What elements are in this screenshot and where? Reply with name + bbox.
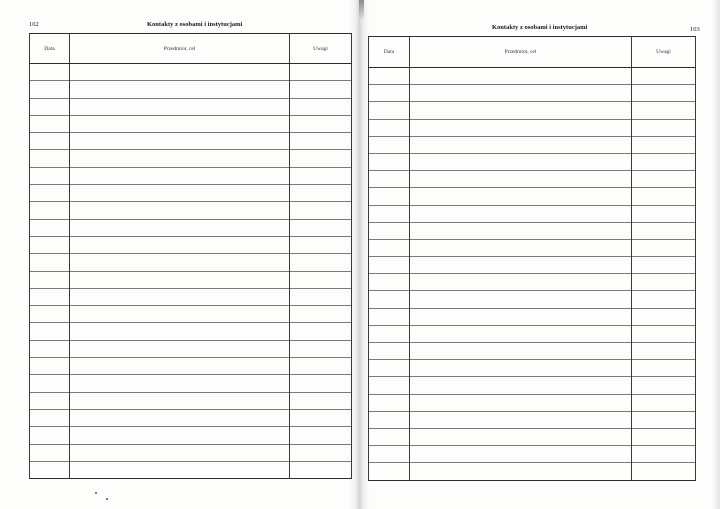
column-header-notes: Uwagi bbox=[290, 34, 352, 64]
subject-cell bbox=[410, 394, 632, 411]
table-row bbox=[30, 64, 352, 81]
table-row bbox=[369, 291, 696, 308]
notes-cell bbox=[632, 325, 696, 342]
column-header-notes: Uwagi bbox=[632, 37, 696, 68]
subject-cell bbox=[410, 171, 632, 188]
notes-cell bbox=[632, 463, 696, 480]
table-row bbox=[369, 343, 696, 360]
date-cell bbox=[369, 446, 410, 463]
table-row bbox=[369, 257, 696, 274]
table-row bbox=[369, 188, 696, 205]
notes-cell bbox=[632, 377, 696, 394]
date-cell bbox=[369, 171, 410, 188]
notes-cell bbox=[290, 392, 352, 409]
subject-cell bbox=[410, 239, 632, 256]
date-cell bbox=[30, 81, 70, 98]
notes-cell bbox=[290, 133, 352, 150]
subject-cell bbox=[70, 202, 290, 219]
table-row bbox=[30, 150, 352, 167]
table-row bbox=[369, 171, 696, 188]
page-right bbox=[364, 0, 720, 509]
notes-cell bbox=[632, 343, 696, 360]
subject-cell bbox=[70, 306, 290, 323]
table-row bbox=[30, 409, 352, 426]
date-cell bbox=[30, 271, 70, 288]
notes-cell bbox=[290, 461, 352, 478]
table-row bbox=[369, 136, 696, 153]
page-edge-shadow bbox=[712, 0, 720, 509]
subject-cell bbox=[70, 288, 290, 305]
table-row bbox=[30, 427, 352, 444]
subject-cell bbox=[70, 133, 290, 150]
subject-cell bbox=[410, 411, 632, 428]
subject-cell bbox=[410, 291, 632, 308]
notes-cell bbox=[290, 427, 352, 444]
table-row bbox=[30, 115, 352, 132]
date-cell bbox=[30, 236, 70, 253]
table-row bbox=[30, 271, 352, 288]
table-body bbox=[30, 64, 352, 479]
notes-cell bbox=[290, 409, 352, 426]
table-row bbox=[30, 444, 352, 461]
table-row bbox=[369, 308, 696, 325]
notes-cell bbox=[290, 288, 352, 305]
table-row bbox=[369, 222, 696, 239]
date-cell bbox=[30, 306, 70, 323]
notes-cell bbox=[290, 340, 352, 357]
subject-cell bbox=[410, 325, 632, 342]
notes-cell bbox=[632, 291, 696, 308]
subject-cell bbox=[410, 205, 632, 222]
table-row bbox=[369, 360, 696, 377]
table-row bbox=[369, 411, 696, 428]
date-cell bbox=[30, 323, 70, 340]
date-cell bbox=[30, 185, 70, 202]
page-title: Kontakty z osobami i instytucjami bbox=[147, 21, 243, 28]
table-header-row bbox=[369, 37, 696, 68]
table-row bbox=[369, 274, 696, 291]
table-row bbox=[30, 133, 352, 150]
page-number: 102 bbox=[29, 21, 39, 28]
date-cell bbox=[369, 428, 410, 445]
subject-cell bbox=[410, 274, 632, 291]
date-cell bbox=[30, 133, 70, 150]
notes-cell bbox=[290, 167, 352, 184]
notes-cell bbox=[290, 236, 352, 253]
table-row bbox=[369, 463, 696, 480]
contacts-log-table bbox=[368, 36, 696, 481]
date-cell bbox=[30, 340, 70, 357]
subject-cell bbox=[410, 222, 632, 239]
subject-cell bbox=[410, 153, 632, 170]
date-cell bbox=[369, 68, 410, 85]
date-cell bbox=[369, 257, 410, 274]
subject-cell bbox=[70, 323, 290, 340]
column-header-subject: Przedmiot, cel bbox=[410, 37, 632, 68]
subject-cell bbox=[70, 409, 290, 426]
table-body bbox=[369, 68, 696, 481]
date-cell bbox=[369, 119, 410, 136]
table-row bbox=[30, 202, 352, 219]
notes-cell bbox=[632, 239, 696, 256]
paper-speck bbox=[95, 492, 97, 494]
binding-mark bbox=[359, 0, 364, 20]
table-row bbox=[30, 392, 352, 409]
notes-cell bbox=[290, 115, 352, 132]
notes-cell bbox=[632, 394, 696, 411]
date-cell bbox=[30, 202, 70, 219]
notes-cell bbox=[632, 171, 696, 188]
date-cell bbox=[30, 409, 70, 426]
notes-cell bbox=[632, 308, 696, 325]
subject-cell bbox=[70, 185, 290, 202]
date-cell bbox=[30, 254, 70, 271]
notes-cell bbox=[290, 81, 352, 98]
subject-cell bbox=[410, 463, 632, 480]
notes-cell bbox=[632, 68, 696, 85]
date-cell bbox=[30, 375, 70, 392]
date-cell bbox=[369, 205, 410, 222]
column-header-date: Data bbox=[369, 37, 410, 68]
table-row bbox=[369, 85, 696, 102]
notes-cell bbox=[632, 205, 696, 222]
column-header-date: Data bbox=[30, 34, 70, 64]
subject-cell bbox=[70, 236, 290, 253]
table-row bbox=[30, 254, 352, 271]
table-row bbox=[30, 98, 352, 115]
subject-cell bbox=[410, 257, 632, 274]
subject-cell bbox=[410, 360, 632, 377]
date-cell bbox=[369, 239, 410, 256]
table-row bbox=[369, 428, 696, 445]
table-row bbox=[369, 377, 696, 394]
subject-cell bbox=[410, 85, 632, 102]
notes-cell bbox=[632, 428, 696, 445]
subject-cell bbox=[70, 358, 290, 375]
notes-cell bbox=[290, 64, 352, 81]
notes-cell bbox=[290, 98, 352, 115]
date-cell bbox=[369, 85, 410, 102]
notes-cell bbox=[632, 119, 696, 136]
table-row bbox=[30, 323, 352, 340]
notes-cell bbox=[632, 153, 696, 170]
subject-cell bbox=[70, 444, 290, 461]
date-cell bbox=[30, 288, 70, 305]
table-row bbox=[369, 205, 696, 222]
subject-cell bbox=[70, 167, 290, 184]
table-row bbox=[30, 185, 352, 202]
date-cell bbox=[369, 153, 410, 170]
subject-cell bbox=[410, 343, 632, 360]
table-row bbox=[30, 340, 352, 357]
notes-cell bbox=[632, 274, 696, 291]
notes-cell bbox=[290, 375, 352, 392]
notes-cell bbox=[290, 150, 352, 167]
table-row bbox=[369, 325, 696, 342]
date-cell bbox=[369, 325, 410, 342]
date-cell bbox=[30, 461, 70, 478]
notes-cell bbox=[290, 185, 352, 202]
table-row bbox=[30, 81, 352, 98]
date-cell bbox=[369, 136, 410, 153]
subject-cell bbox=[70, 98, 290, 115]
subject-cell bbox=[70, 392, 290, 409]
date-cell bbox=[369, 394, 410, 411]
date-cell bbox=[369, 222, 410, 239]
subject-cell bbox=[410, 446, 632, 463]
date-cell bbox=[369, 377, 410, 394]
date-cell bbox=[369, 291, 410, 308]
date-cell bbox=[30, 98, 70, 115]
table-row bbox=[30, 306, 352, 323]
date-cell bbox=[369, 102, 410, 119]
notes-cell bbox=[632, 257, 696, 274]
date-cell bbox=[369, 274, 410, 291]
column-header-subject: Przedmiot, cel bbox=[70, 34, 290, 64]
notes-cell bbox=[290, 444, 352, 461]
table-row bbox=[30, 375, 352, 392]
date-cell bbox=[30, 115, 70, 132]
table-row bbox=[369, 394, 696, 411]
date-cell bbox=[30, 358, 70, 375]
subject-cell bbox=[70, 340, 290, 357]
table-row bbox=[369, 446, 696, 463]
date-cell bbox=[369, 360, 410, 377]
date-cell bbox=[369, 411, 410, 428]
binding-gutter bbox=[348, 0, 370, 509]
notes-cell bbox=[290, 271, 352, 288]
notes-cell bbox=[632, 136, 696, 153]
date-cell bbox=[30, 392, 70, 409]
subject-cell bbox=[70, 81, 290, 98]
notes-cell bbox=[290, 358, 352, 375]
table-row bbox=[369, 153, 696, 170]
subject-cell bbox=[410, 68, 632, 85]
subject-cell bbox=[410, 308, 632, 325]
notes-cell bbox=[632, 360, 696, 377]
subject-cell bbox=[70, 150, 290, 167]
subject-cell bbox=[410, 102, 632, 119]
notes-cell bbox=[632, 411, 696, 428]
subject-cell bbox=[410, 188, 632, 205]
notes-cell bbox=[632, 102, 696, 119]
date-cell bbox=[369, 343, 410, 360]
date-cell bbox=[30, 150, 70, 167]
notes-cell bbox=[632, 188, 696, 205]
notes-cell bbox=[632, 85, 696, 102]
date-cell bbox=[369, 308, 410, 325]
table-row bbox=[369, 68, 696, 85]
subject-cell bbox=[70, 64, 290, 81]
notes-cell bbox=[632, 446, 696, 463]
notes-cell bbox=[290, 306, 352, 323]
subject-cell bbox=[410, 377, 632, 394]
table-row bbox=[30, 236, 352, 253]
subject-cell bbox=[410, 428, 632, 445]
subject-cell bbox=[70, 254, 290, 271]
table-row bbox=[369, 102, 696, 119]
date-cell bbox=[369, 463, 410, 480]
table-row bbox=[30, 358, 352, 375]
date-cell bbox=[30, 427, 70, 444]
date-cell bbox=[30, 219, 70, 236]
notes-cell bbox=[290, 219, 352, 236]
notes-cell bbox=[290, 323, 352, 340]
date-cell bbox=[369, 188, 410, 205]
subject-cell bbox=[70, 271, 290, 288]
table-header-row bbox=[30, 34, 352, 64]
subject-cell bbox=[410, 119, 632, 136]
table-row bbox=[30, 167, 352, 184]
table-row bbox=[30, 288, 352, 305]
subject-cell bbox=[70, 427, 290, 444]
paper-speck bbox=[106, 498, 108, 500]
subject-cell bbox=[70, 219, 290, 236]
subject-cell bbox=[70, 461, 290, 478]
notes-cell bbox=[290, 254, 352, 271]
notes-cell bbox=[632, 222, 696, 239]
date-cell bbox=[30, 167, 70, 184]
date-cell bbox=[30, 64, 70, 81]
subject-cell bbox=[410, 136, 632, 153]
table-row bbox=[369, 239, 696, 256]
notes-cell bbox=[290, 202, 352, 219]
table-row bbox=[30, 219, 352, 236]
table-row bbox=[30, 461, 352, 478]
page-number: 103 bbox=[690, 26, 700, 33]
page-title: Kontakty z osobami i instytucjami bbox=[492, 24, 588, 31]
page-left bbox=[0, 0, 356, 509]
table-row bbox=[369, 119, 696, 136]
subject-cell bbox=[70, 115, 290, 132]
contacts-log-table bbox=[29, 33, 352, 479]
subject-cell bbox=[70, 375, 290, 392]
date-cell bbox=[30, 444, 70, 461]
